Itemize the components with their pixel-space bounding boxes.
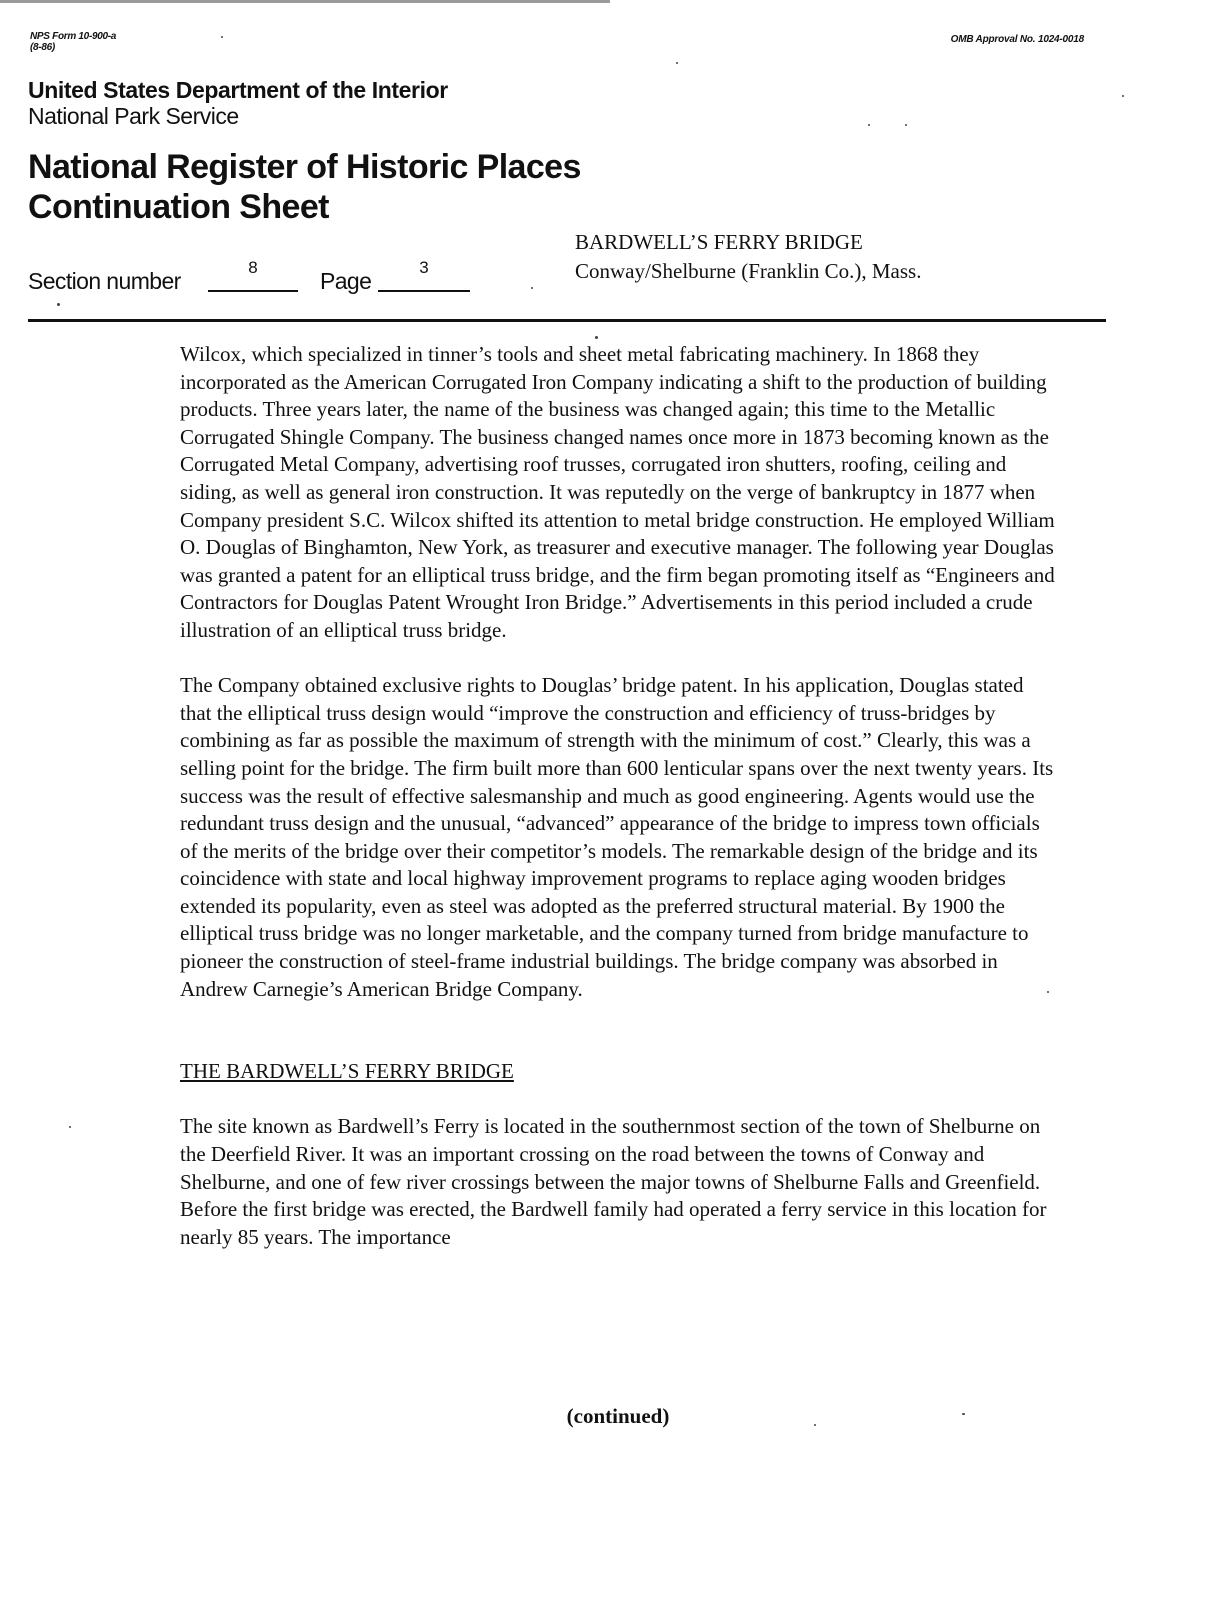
scan-speck [595,336,598,339]
sheet-type: Continuation Sheet [28,188,329,226]
form-number: NPS Form 10-900-a [30,31,117,42]
scan-speck [221,36,223,38]
scan-speck [868,124,870,126]
register-title: National Register of Historic Places [28,148,581,186]
scan-speck [57,303,60,306]
document-body [180,341,1060,1251]
scan-speck [1122,95,1124,97]
scan-edge [0,0,610,3]
omb-approval: OMB Approval No. 1024-0018 [950,34,1084,45]
header-divider [28,319,1106,322]
scan-speck [814,1424,816,1426]
scan-speck [905,124,907,126]
scan-speck [1047,991,1049,993]
section-number-value: 8 [208,258,298,292]
continued-note: (continued) [566,1404,670,1428]
section-heading: THE BARDWELL’S FERRY BRIDGE [180,1059,514,1084]
page-label: Page [320,268,372,294]
form-date: (8-86) [30,42,55,53]
form-identifier [30,31,116,53]
department-name: United States Department of the Interior [28,77,448,103]
scan-speck [676,62,678,64]
scan-speck [69,1126,71,1128]
scan-speck [962,1413,965,1415]
body-paragraph-3: The site known as Bardwell’s Ferry is located in the southernmost section of the town of Shelburne on the Deerfield River. It was an important crossing on the road between the towns of Conway and Shelburne, and one of few river crossings between the major towns of Shelburne Falls and Greenfield. Before the first bridge was erected, the Bardwell family had operated a ferry service in this location for nearly 85 years. The importance [180,1114,1047,1249]
page-number-value: 3 [378,258,470,292]
section-number-label: Section number [28,268,181,294]
body-paragraph-2: The Company obtained exclusive rights to Douglas’ bridge patent. In his application, Douglas stated that the elliptical truss design would “improve the construction and efficiency of truss-bridges by combining as far as possible the maximum of strength with the minimum of cost.” Clearly, this was a selling point for the bridge. The firm built more than 600 lenticular spans over the next twenty years. Its success was the result of effective salesmanship and much as good engineering. Agents would use the redundant truss design and the unusual, “advanced” appearance of the bridge to impress town officials of the merits of the bridge over their competitor’s models. The remarkable design of the bridge and its coincidence with state and local highway improvement programs to replace aging wooden bridges extended its popularity, even as steel was adopted as the preferred structural material. By 1900 the elliptical truss bridge was no longer marketable, and the company turned from bridge manufacture to pioneer the construction of steel-frame industrial buildings. The bridge company was absorbed in Andrew Carnegie’s American Bridge Company. [180,673,1054,1001]
property-location: Conway/Shelburne (Franklin Co.), Mass. [575,259,922,283]
scan-speck [531,287,533,289]
body-paragraph-1: Wilcox, which specialized in tinner’s tools and sheet metal fabricating machinery. In 1868 they incorporated as the American Corrugated Iron Company indicating a shift to the production of building products. Three years later, the name of the business was changed again; this time to the Metallic Corrugated Shingle Company. The business changed names once more in 1873 becoming known as the Corrugated Metal Company, advertising roof trusses, corrugated iron shutters, roofing, ceiling and siding, as well as general iron construction. It was reputedly on the verge of bankruptcy in 1877 when Company president S.C. Wilcox shifted its attention to metal bridge construction. He employed William O. Douglas of Binghamton, New York, as treasurer and executive manager. The following year Douglas was granted a patent for an elliptical truss bridge, and the firm began promoting itself as “Engineers and Contractors for Douglas Patent Wrought Iron Bridge.” Advertisements in this period included a crude illustration of an elliptical truss bridge. [180,342,1055,642]
agency-name: National Park Service [28,103,239,129]
property-name: BARDWELL’S FERRY BRIDGE [575,230,863,254]
